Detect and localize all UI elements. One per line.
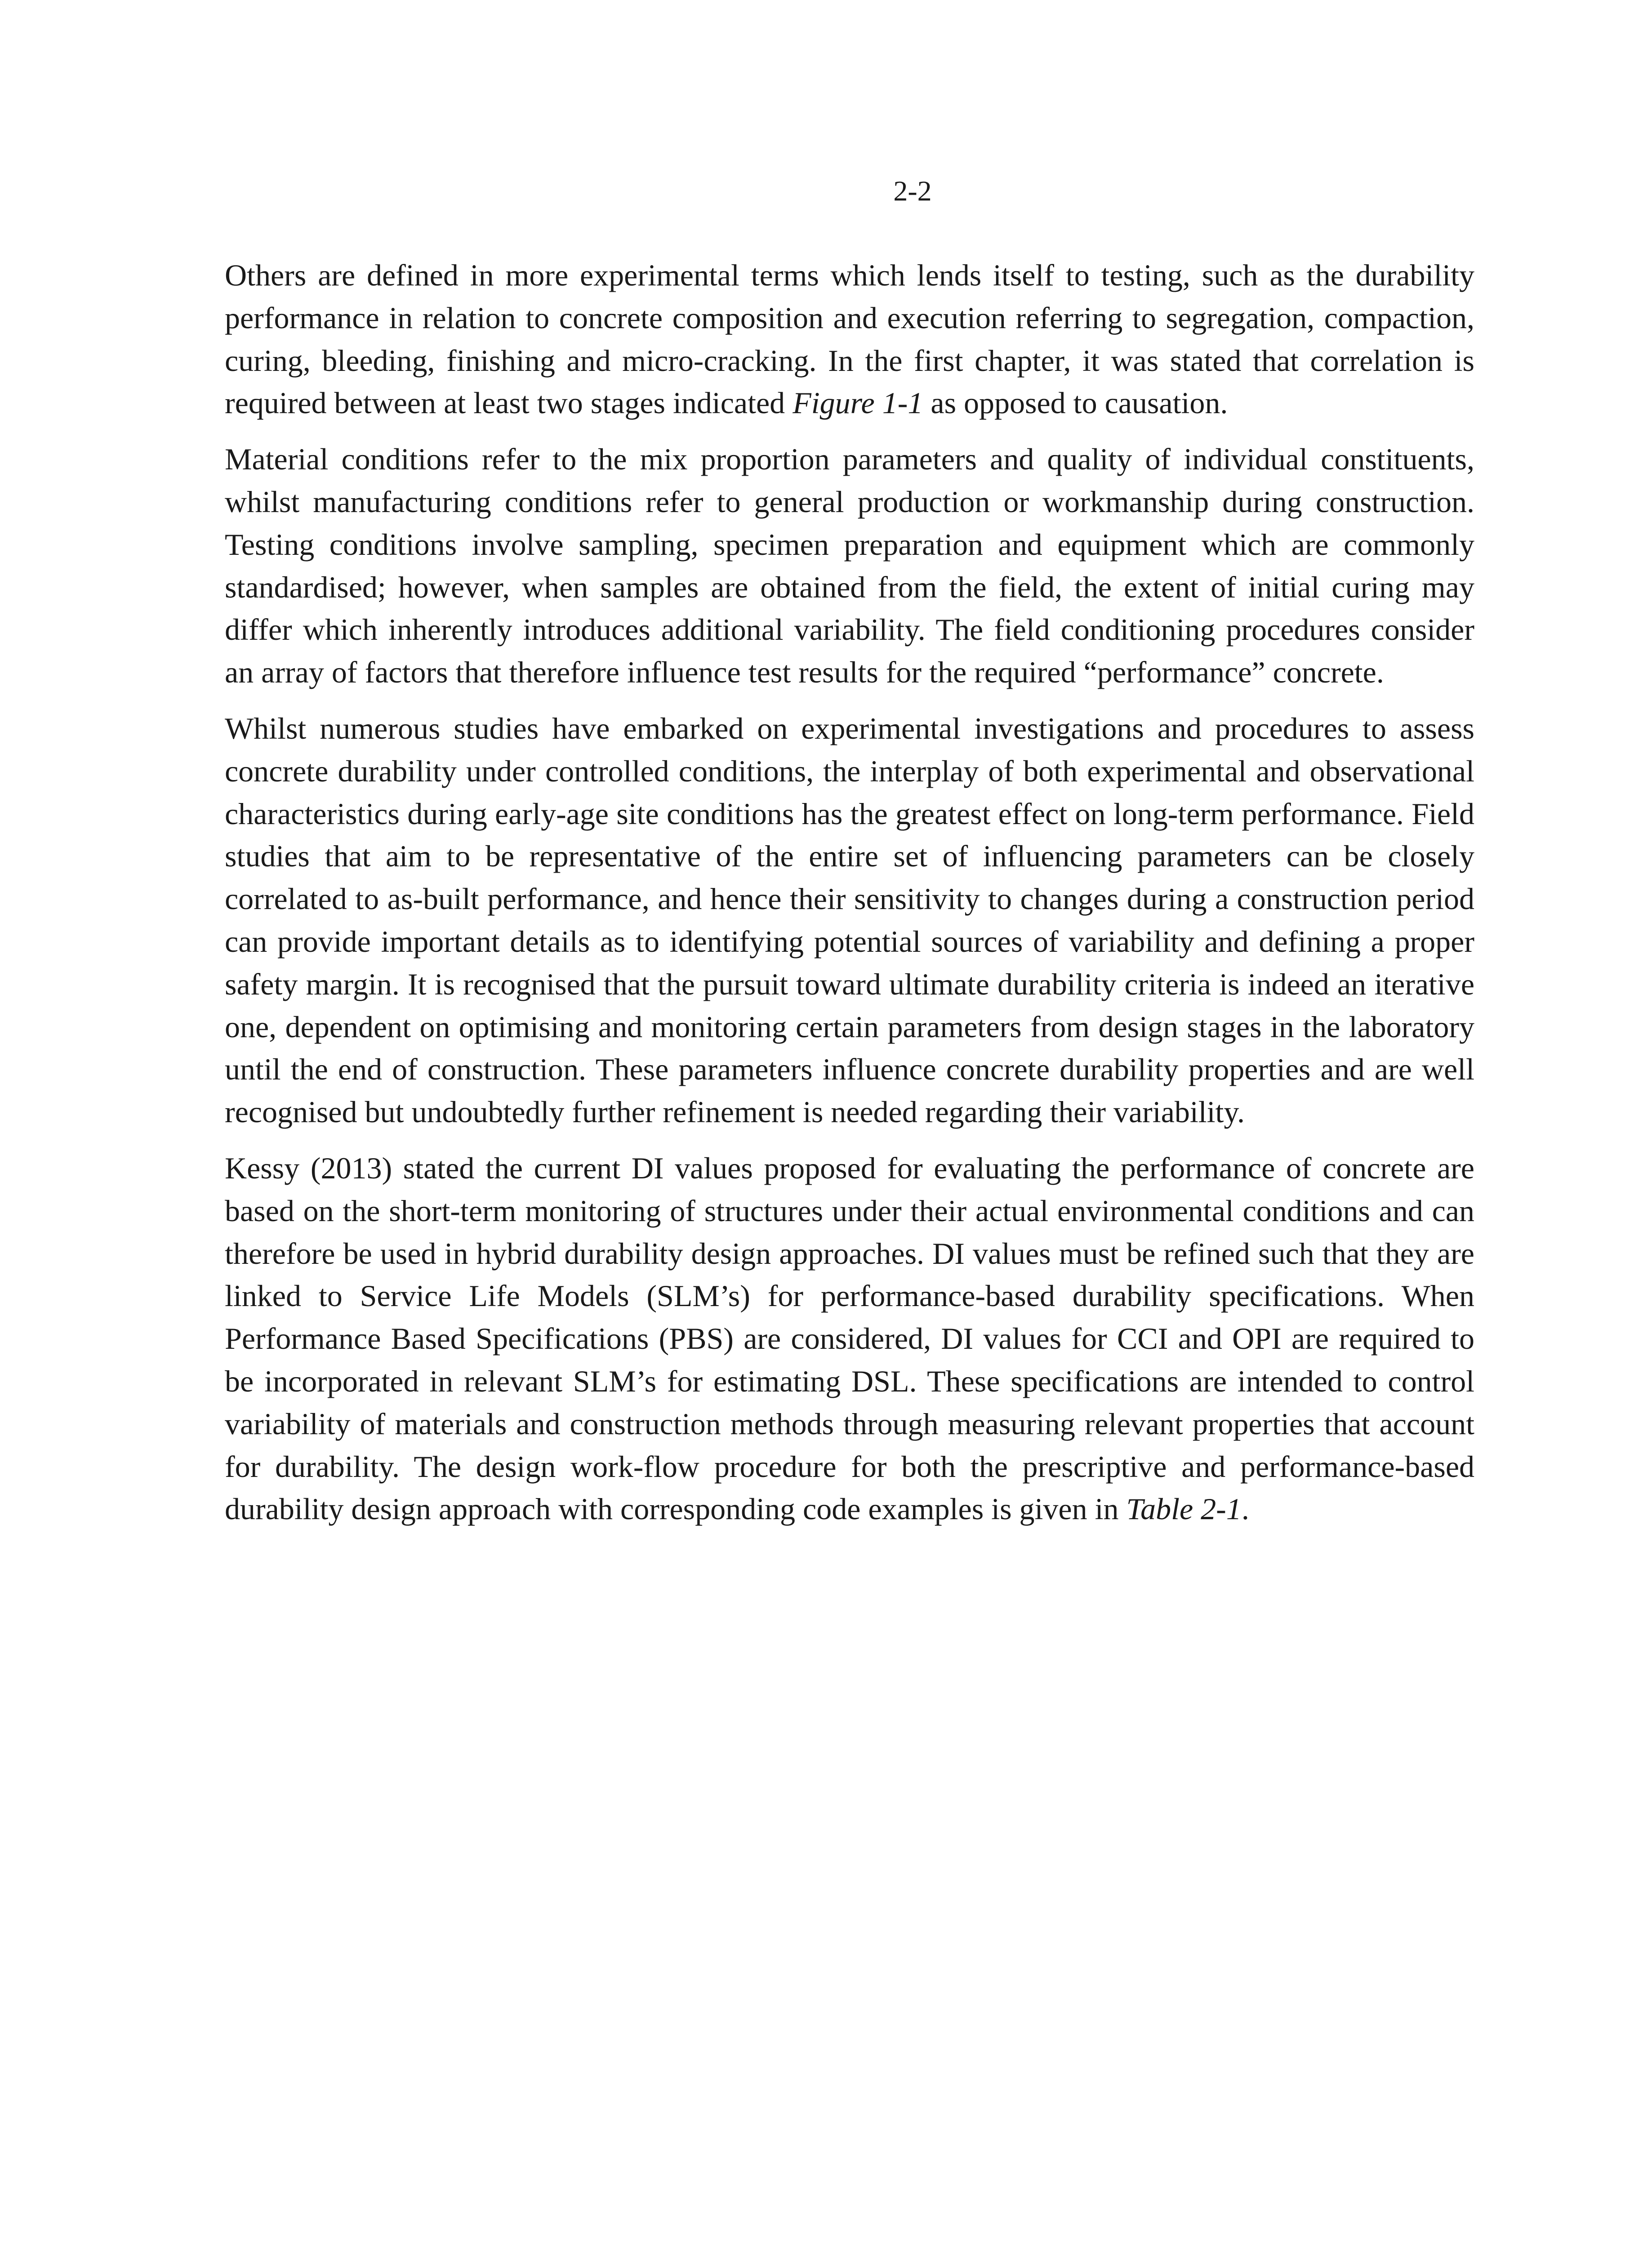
- body-text: [225, 254, 1474, 1530]
- paragraph-4: [225, 1147, 1474, 1530]
- figure-reference: Figure 1-1: [793, 386, 923, 420]
- paragraph-3: [225, 707, 1474, 1133]
- paragraph-2-text: Material conditions refer to the mix proportion parameters and quality of individual constituents, whilst manufacturing conditions refer to general production or workmanship during construction. Testing conditions involve sampling, specimen preparation and equipment which are commonly standardised; however, when samples are obtained from the field, the extent of initial curing may differ which inherently introduces additional variability. The field conditioning procedures consider an array of factors that therefore influence test results for the required “performance” concrete.: [225, 442, 1474, 690]
- table-reference: Table 2-1: [1126, 1492, 1242, 1526]
- page-number: 2-2: [893, 175, 932, 207]
- paragraph-4-text-1: Kessy (2013) stated the current DI values proposed for evaluating the performance of concrete are based on the short-term monitoring of structures under their actual environmental conditions and can therefore be used in hybrid durability design approaches. DI values must be refined such that they are linked to Service Life Models (SLM’s) for performance-based durability specifications. When Performance Based Specifications (PBS) are considered, DI values for CCI and OPI are required to be incorporated in relevant SLM’s for estimating DSL. These specifications are intended to control variability of materials and construction methods through measuring relevant properties that account for durability. The design work-flow procedure for both the prescriptive and performance-based durability design approach with corresponding code examples is given in: [225, 1151, 1474, 1526]
- paragraph-1: [225, 254, 1474, 424]
- paragraph-4-text-2: .: [1241, 1492, 1249, 1526]
- paragraph-1-text-1: Others are defined in more experimental terms which lends itself to testing, such as the durability performance in relation to concrete composition and execution referring to segregation, compaction, curing, bleeding, finishing and micro-cracking. In the first chapter, it was stated that correlation is required between at least two stages indicated: [225, 258, 1474, 420]
- paragraph-1-text-2: as opposed to causation.: [923, 386, 1228, 420]
- paragraph-3-text: Whilst numerous studies have embarked on experimental investigations and procedures to assess concrete durability under controlled conditions, the interplay of both experimental and observational characteristics during early-age site conditions has the greatest effect on long-term performance. Field studies that aim to be representative of the entire set of influencing parameters can be closely correlated to as-built performance, and hence their sensitivity to changes during a construction period can provide important details as to identifying potential sources of variability and defining a proper safety margin. It is recognised that the pursuit toward ultimate durability criteria is indeed an iterative one, dependent on optimising and monitoring certain parameters from design stages in the laboratory until the end of construction. These parameters influence concrete durability properties and are well recognised but undoubtedly further refinement is needed regarding their variability.: [225, 711, 1474, 1129]
- paragraph-2: [225, 438, 1474, 694]
